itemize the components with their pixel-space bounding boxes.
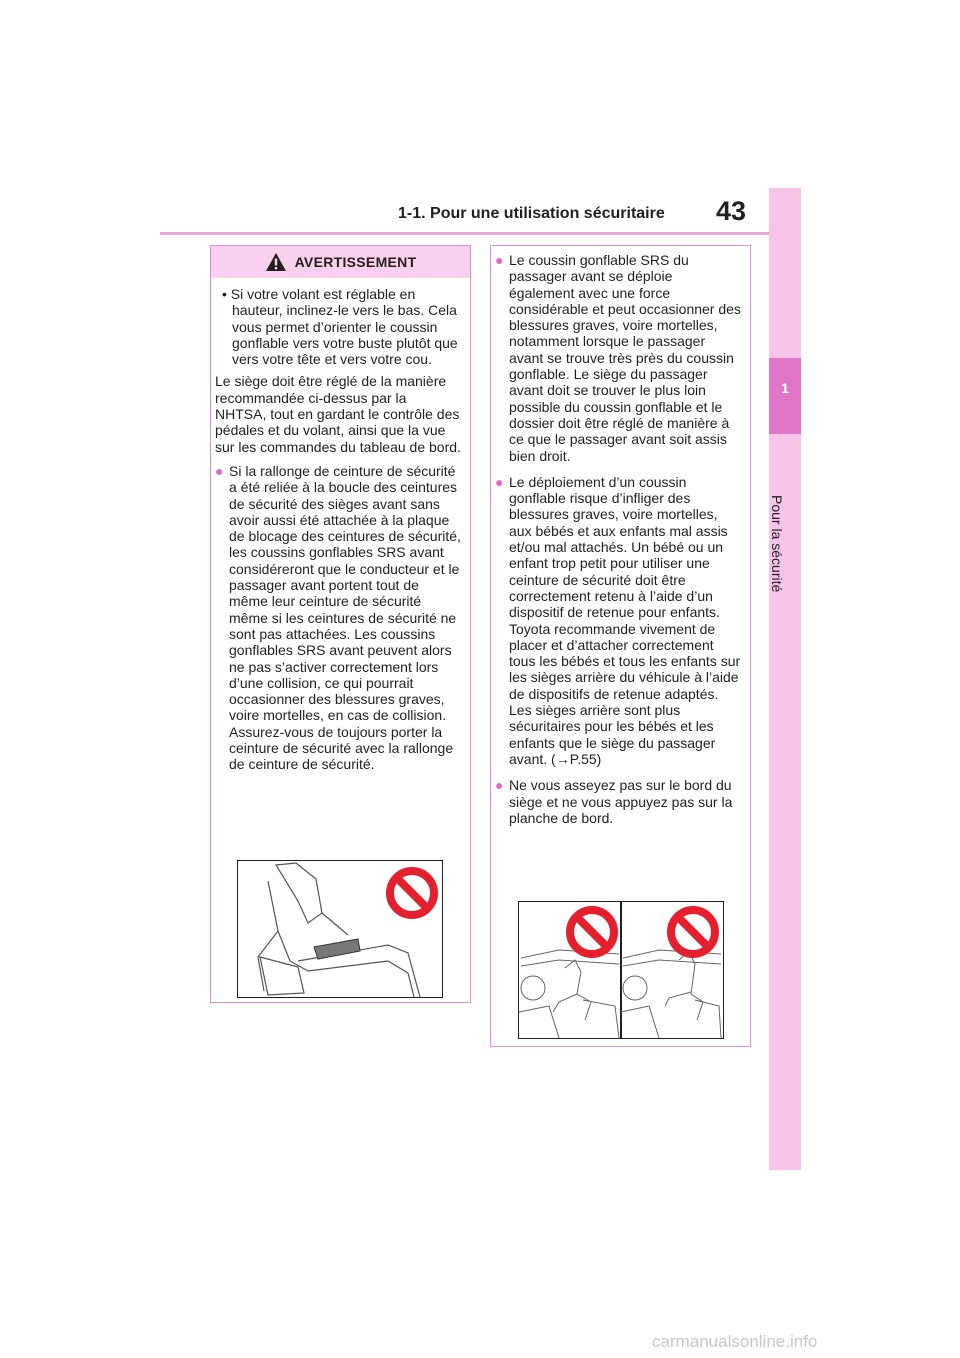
warning-content-right [491,246,750,826]
circle-bullet-icon: ● [495,473,504,490]
chapter-number: 1 [781,380,789,396]
circle-bullet-icon: ● [495,777,504,794]
side-tab [769,188,801,1170]
chapter-label: Pour la sécurité [769,495,785,593]
prohibited-icon [671,910,715,954]
list-item-text: Ne vous asseyez pas sur le bord du siège et ne vous appuyez pas sur la planche de bord. [509,777,733,826]
passenger-illustration [519,902,723,1038]
list-item [495,252,741,464]
list-item-text: Si la rallonge de ceinture de sécurité a été reliée à la boucle des ceintures de sécurité des sièges avant sans avoir aussi été attachée à la plaque de blocage des ceintures de sécurité, les coussins gonflables SRS avant considéreront que le conducteur et le passager avant portent tout de même leur ceinture de sécurité même si les ceintures de sécurité ne sont pas attachées. Les coussins gonflables SRS avant peuvent alors ne pas s’activer correctement lors d’une collision, ce qui pourrait occasionner des blessures graves, voire mortelles, en cas de collision. Assurez-vous de toujours porter la ceinture de sécurité avec la rallonge de ceinture de sécurité. [229,462,461,773]
paragraph-seat: Le siège doit être réglé de la manière recommandée ci-dessus par la NHTSA, tout en gardant le contrôle des pédales et du volant, ainsi que la vue sur les commandes du tableau de bord. [215,373,461,455]
bullet-steering: • Si votre volant est réglable en hauteur, inclinez-le vers le bas. Cela vous permet d’orienter le coussin gonflable vers votre buste plutôt que vers votre tête et vers votre cou. [222,286,458,368]
warning-header [211,246,470,278]
watermark: carmanualsonline.info [652,1332,818,1351]
list-item [215,463,461,773]
warning-box-right [490,245,751,1047]
section-title: 1-1. Pour une utilisation sécuritaire [398,205,665,222]
prohibited-icon [390,871,434,915]
illustration-belt-extender [237,860,443,998]
side-tab-active [769,358,801,434]
header-rule [160,232,770,235]
warning-box-left [210,245,471,1003]
circle-bullet-icon: ● [215,462,224,479]
warning-content [211,278,470,773]
prohibited-icon [570,910,614,954]
list-item [495,777,741,826]
warning-title: AVERTISSEMENT [294,254,417,270]
list-item-text: Le coussin gonflable SRS du passager avant se déploie également avec une force considérable et peut occasionner des blessures graves, voire mortelles, notamment lorsque le passager avant se trouve très près du coussin gonflable. Le siège du passager avant doit se trouver le plus loin possible du coussin gonflable et le dossier doit être réglé de manière à ce que le passager avant soit assis bien droit. [509,252,741,464]
circle-bullet-icon: ● [495,252,504,268]
seated-person-illustration [238,861,442,997]
illustration-passenger-position [518,901,724,1039]
warning-triangle-icon [265,252,287,272]
list-item-text: Le déploiement d’un coussin gonflable risque d’infliger des blessures graves, voire mortelles, aux bébés et aux enfants mal assis et/ou mal attachés. Un bébé ou un enfant trop petit pour utiliser une ceinture de sécurité doit être correctement retenu à l’aide d’un dispositif de retenue pour enfants. Toyota recommande vivement de placer et d’attacher correctement tous les bébés et tous les enfants sur les sièges arrière du véhicule à l’aide de dispositifs de retenue adaptés. Les sièges arrière sont plus sécuritaires pour les bébés et les enfants que le siège du passager avant. (→P.55) [509,473,741,767]
list-item [495,474,741,767]
page-number: 43 [716,196,747,226]
